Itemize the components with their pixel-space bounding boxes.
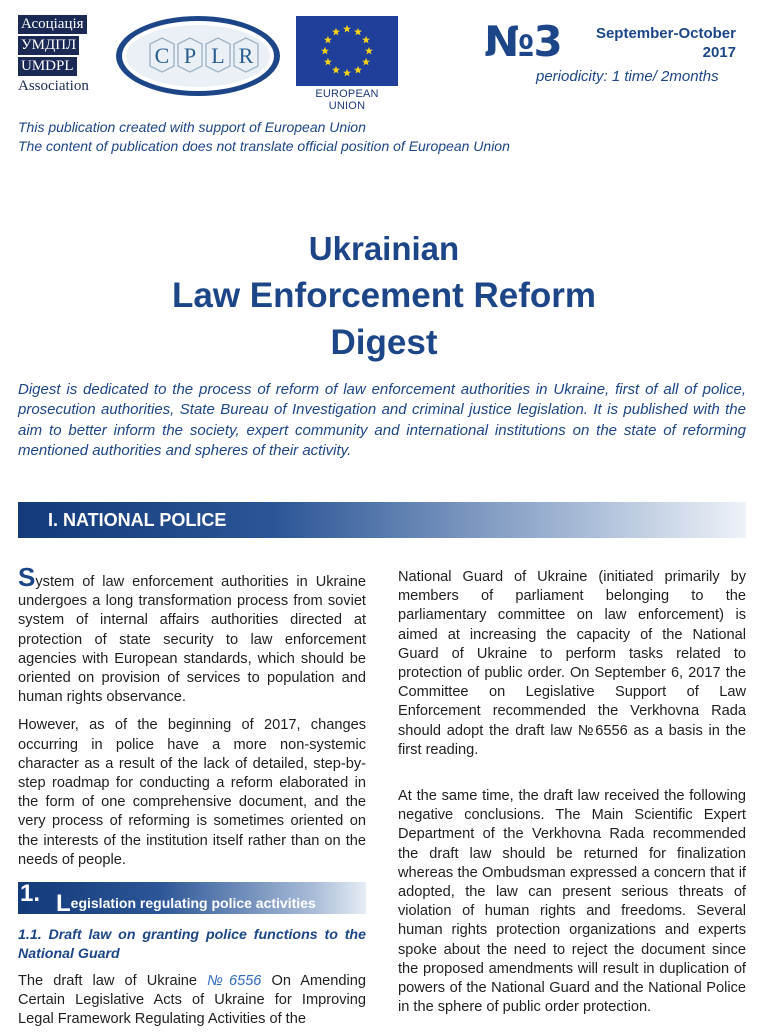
right-column [398,568,746,1026]
eu-flag-icon [296,16,398,86]
issue-number: №3 [484,17,562,66]
issue-date-months: September-October [595,25,736,42]
digest-title [0,226,768,366]
umdpl-logo-line4: Association [18,78,89,94]
section-title: I. NATIONAL POLICE [48,510,227,530]
eu-label: EUROPEAN UNION [315,88,379,112]
paragraph-2: However, as of the beginning of 2017, changes occurring in police have a more non-systemic character as a result of the lack of detailed, step-by-step roadmap for conducting a reform elaborated in the form of one comprehensive document, and the very process of reforming is sometimes oriented on the interests of the institution itself rather than on the needs of people. [18,717,366,868]
paragraph-1-text: ystem of law enforcement authorities in Ukraine undergoes a long transformation process from soviet system of internal affairs authorities directed at protection of state security to law enforcement agencies with European standards, which should be oriented on provision of services to population and human rights observance. [18,574,366,706]
support-note [18,118,510,156]
subsection-header [18,880,366,918]
umdpl-logo-line1: Асоціація [18,15,87,34]
paragraph-3 [18,972,366,1030]
subsection-title-text: egislation regulating police activities [70,895,316,912]
paragraph-1 [18,562,366,707]
paragraph-3-text: On Amending Certain Legislative Acts of Ukraine for Improving Legal Framework Regulating Activities of the [18,973,366,1028]
left-column [18,562,366,1032]
digest-title-line1: Ukrainian [308,230,460,267]
cplr-letter-r: R [238,43,254,68]
support-note-line1: This publication created with support of European Union [18,119,366,135]
paragraph-5: At the same time, the draft law received the following negative conclusions. The Main Scientific Expert Department of the Verkhovna Rada recommended the draft law should be returned for finalization whereas the Ombudsman expressed a concern that if adopted, the law can present serious threats of violation of human rights and freedoms. Several human rights protection organizations and experts spoke about the need to reject the document since the proposed amendments will result in duplication of powers of the National Guard and the National Police in the sphere of public order protection. [398,788,746,1016]
section-header [18,502,746,538]
umdpl-logo [18,14,104,98]
periodicity: periodicity: 1 time/ 2months [536,68,719,85]
umdpl-logo-line2: УМДПЛ [18,36,79,55]
drop-cap: S [18,562,36,592]
eu-logo [296,16,398,112]
subsubsection-title: 1.1. Draft law on granting police functions to the National Guard [18,927,366,963]
digest-title-line3: Digest [330,323,438,362]
cplr-logo [114,14,282,98]
cplr-letter-l: L [211,43,225,68]
intro-paragraph: Digest is dedicated to the process of reform of law enforcement authorities in Ukraine, first of all of police, prosecution authorities, State Bureau of Investigation and criminal justice legislation. It is published with the aim to better inform the society, expert community and international institutions on the state of reforming mentioned authorities and spheres of their activity. [18,381,746,460]
cplr-letter-c: C [154,43,170,68]
digest-title-line2: Law Enforcement Reform [172,276,596,315]
issue-date-year: 2017 [702,44,736,61]
subsection-title-cap: L [56,890,71,918]
subsection-number: 1. [20,880,41,908]
draft-law-link[interactable]: №6556 [207,973,262,990]
cplr-letter-p: P [183,43,197,68]
subsection-title [56,890,316,918]
paragraph-3-start: The draft law of Ukraine [18,973,208,990]
support-note-line2: The content of publication does not translate official position of European Union [18,138,510,154]
issue-date [596,24,736,62]
paragraph-4: National Guard of Ukraine (initiated primarily by members of parliament belonging to the parliamentary committee on law enforcement) is aimed at increasing the capacity of the National Guard of Ukraine to perform tasks related to protection of public order. On September 6, 2017 the Committee on Legislative Support of Law Enforcement recommended the Verkhovna Rada should adopt the draft law №6556 as a basis in the first reading. [398,569,746,758]
umdpl-logo-line3: UMDPL [18,57,77,76]
